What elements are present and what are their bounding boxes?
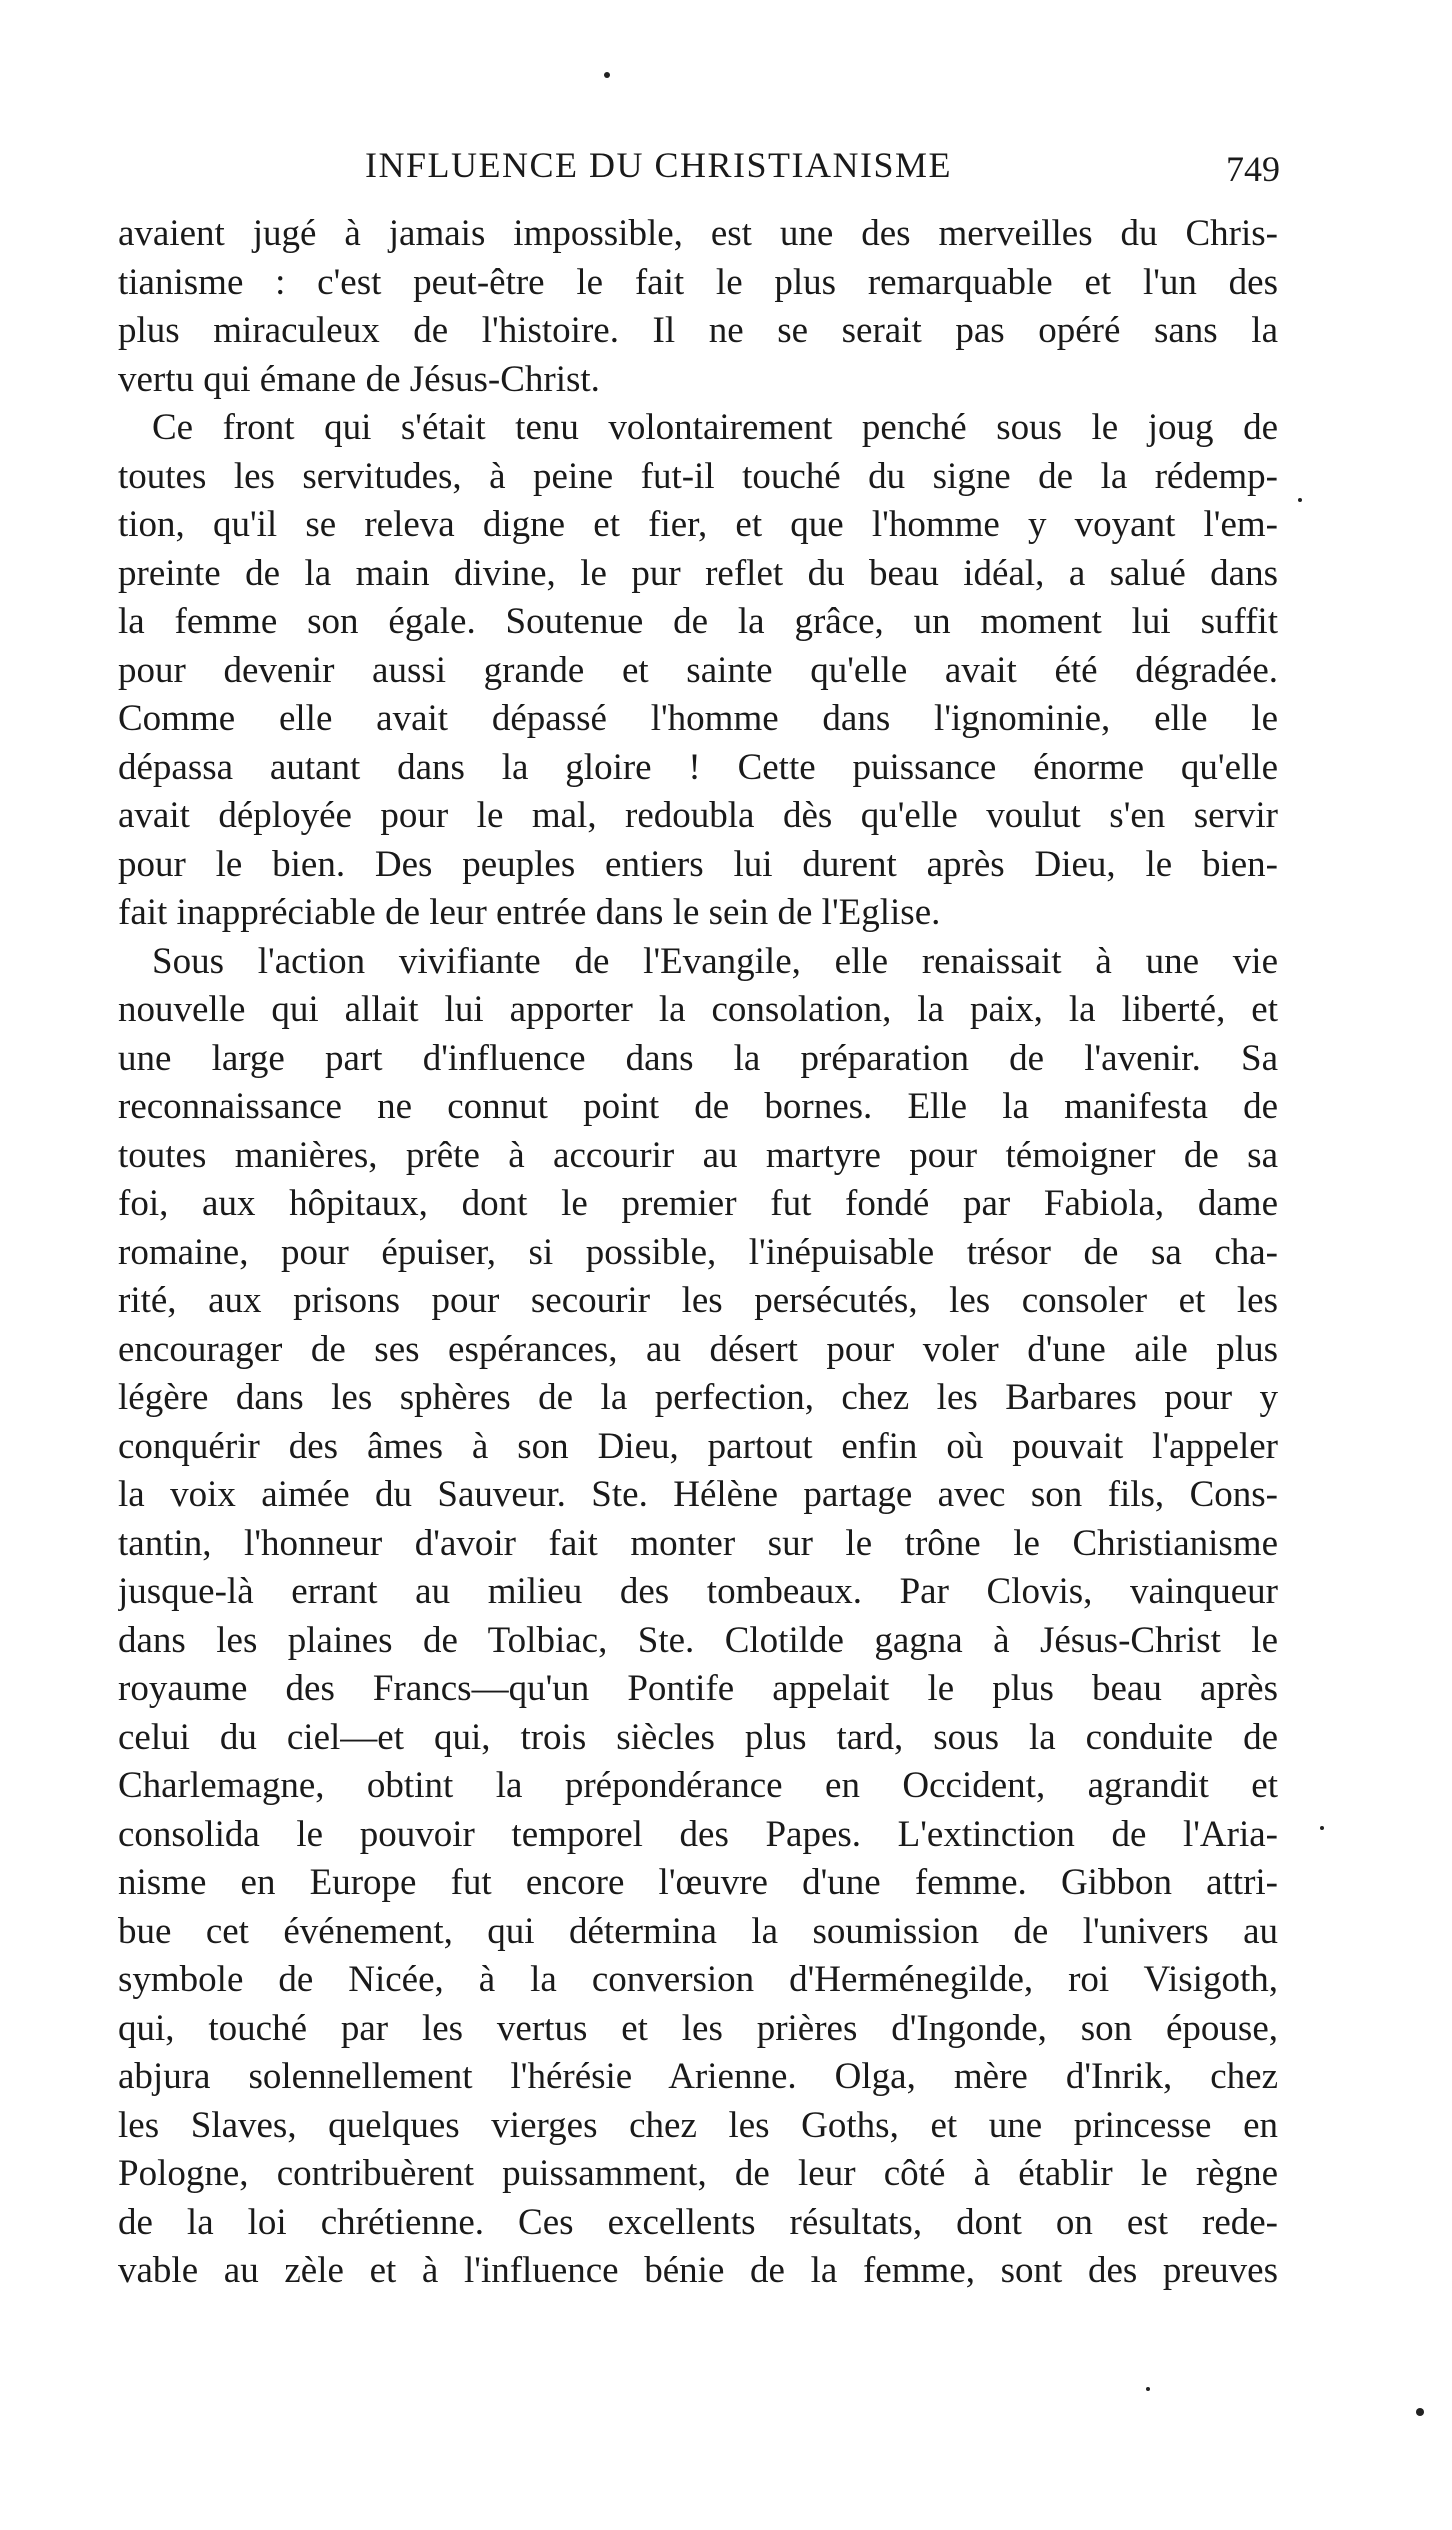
- text-line: pour le bien. Des peuples entiers lui durent après Dieu, le bien-: [118, 843, 1278, 885]
- text-line: dans les plaines de Tolbiac, Ste. Clotilde gagna à Jésus-Christ le: [118, 1619, 1278, 1661]
- text-line: reconnaissance ne connut point de bornes. Elle la manifesta de: [118, 1086, 1278, 1127]
- text-line: bue cet événement, qui détermina la soumission de l'univers au: [118, 1910, 1278, 1952]
- text-line: nisme en Europe fut encore l'œuvre d'une femme. Gibbon attri-: [118, 1862, 1278, 1903]
- text-line: preinte de la main divine, le pur reflet du beau idéal, a salué dans: [118, 552, 1278, 594]
- text-line: Comme elle avait dépassé l'homme dans l'ignominie, elle le: [118, 698, 1278, 739]
- text-line: encourager de ses espérances, au désert pour voler d'une aile plus: [118, 1328, 1278, 1370]
- text-line: symbole de Nicée, à la conversion d'Herménegilde, roi Visigoth,: [118, 1959, 1278, 2000]
- text-line: Ce front qui s'était tenu volontairement penché sous le joug de: [152, 407, 1278, 448]
- text-line: celui du ciel—et qui, trois siècles plus tard, sous la conduite de: [118, 1716, 1278, 1758]
- text-line: consolida le pouvoir temporel des Papes. L'extinction de l'Aria-: [118, 1813, 1278, 1855]
- text-line: jusque-là errant au milieu des tombeaux. Par Clovis, vainqueur: [118, 1571, 1278, 1612]
- running-title: INFLUENCE DU CHRISTIANISME: [365, 145, 952, 185]
- text-line: avait déployée pour le mal, redoubla dès qu'elle voulut s'en servir: [118, 795, 1278, 836]
- text-line: vable au zèle et à l'influence bénie de la femme, sont des preuves: [118, 2250, 1278, 2291]
- text-line: une large part d'influence dans la préparation de l'avenir. Sa: [118, 1037, 1278, 1079]
- text-line: conquérir des âmes à son Dieu, partout enfin où pouvait l'appeler: [118, 1425, 1278, 1467]
- text-line: nouvelle qui allait lui apporter la consolation, la paix, la liberté, et: [118, 989, 1278, 1030]
- body-text: [118, 210, 1278, 2296]
- text-line: vertu qui émane de Jésus-Christ.: [118, 358, 600, 400]
- text-line: Sous l'action vivifiante de l'Evangile, elle renaissait à une vie: [152, 940, 1278, 982]
- text-line: abjura solennellement l'hérésie Arienne. Olga, mère d'Inrik, chez: [118, 2056, 1278, 2097]
- text-line: royaume des Francs—qu'un Pontife appelait le plus beau après: [118, 1668, 1278, 1709]
- text-line: qui, touché par les vertus et les prières d'Ingonde, son épouse,: [118, 2007, 1278, 2049]
- text-line: légère dans les sphères de la perfection, chez les Barbares pour y: [118, 1377, 1278, 1418]
- text-line: toutes les servitudes, à peine fut-il touché du signe de la rédemp-: [118, 455, 1278, 497]
- running-head: [100, 140, 1280, 190]
- text-line: de la loi chrétienne. Ces excellents résultats, dont on est rede-: [118, 2201, 1278, 2243]
- page-number: 749: [1226, 149, 1280, 189]
- text-line: romaine, pour épuiser, si possible, l'inépuisable trésor de sa cha-: [118, 1231, 1278, 1273]
- text-line: Charlemagne, obtint la prépondérance en Occident, agrandit et: [118, 1765, 1278, 1806]
- text-line: Pologne, contribuèrent puissamment, de leur côté à établir le règne: [118, 2153, 1278, 2194]
- text-line: foi, aux hôpitaux, dont le premier fut fondé par Fabiola, dame: [118, 1183, 1278, 1224]
- text-line: la voix aimée du Sauveur. Ste. Hélène partage avec son fils, Cons-: [118, 1474, 1278, 1515]
- text-line: fait inappréciable de leur entrée dans le sein de l'Eglise.: [118, 892, 941, 933]
- text-line: plus miraculeux de l'histoire. Il ne se serait pas opéré sans la: [118, 310, 1278, 351]
- text-line: avaient jugé à jamais impossible, est une des merveilles du Chris-: [118, 213, 1278, 254]
- text-line: pour devenir aussi grande et sainte qu'elle avait été dégradée.: [118, 649, 1278, 691]
- text-line: la femme son égale. Soutenue de la grâce, un moment lui suffit: [118, 601, 1278, 642]
- text-line: toutes manières, prête à accourir au martyre pour témoigner de sa: [118, 1134, 1278, 1176]
- speck-mark: [1416, 2408, 1424, 2416]
- text-line: tianisme : c'est peut-être le fait le plus remarquable et l'un des: [118, 261, 1278, 303]
- speck-mark: [1320, 1826, 1324, 1830]
- text-line: dépassa autant dans la gloire ! Cette puissance énorme qu'elle: [118, 746, 1278, 788]
- speck-mark: [1298, 498, 1302, 502]
- text-line: les Slaves, quelques vierges chez les Goths, et une princesse en: [118, 2104, 1278, 2146]
- speck-mark: [1146, 2387, 1150, 2391]
- text-line: rité, aux prisons pour secourir les persécutés, les consoler et les: [118, 1280, 1278, 1321]
- text-line: tion, qu'il se releva digne et fier, et que l'homme y voyant l'em-: [118, 504, 1278, 545]
- speck-mark: [604, 72, 610, 78]
- text-line: tantin, l'honneur d'avoir fait monter sur le trône le Christianisme: [118, 1522, 1278, 1564]
